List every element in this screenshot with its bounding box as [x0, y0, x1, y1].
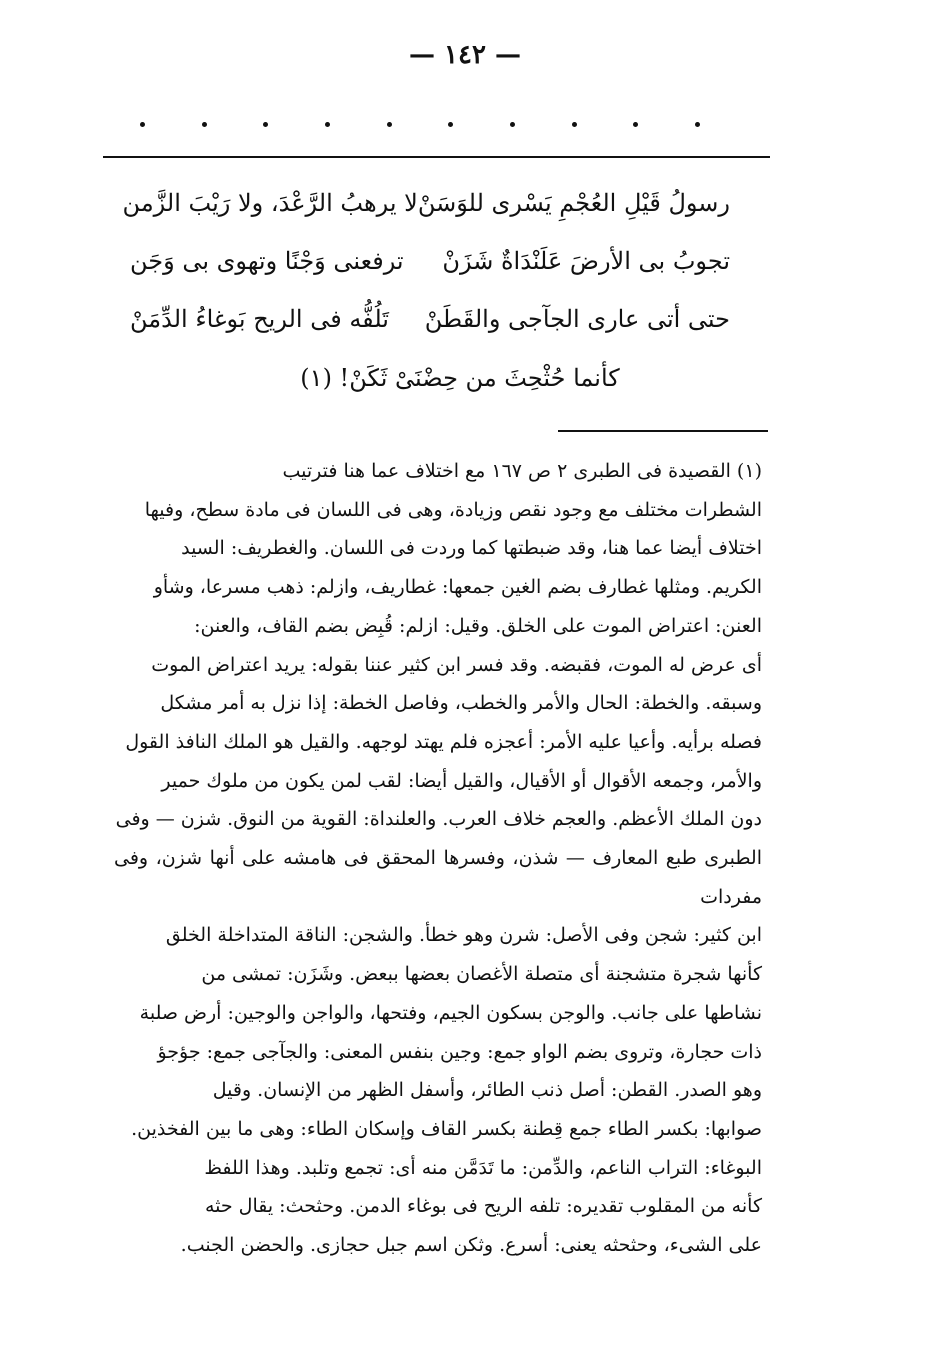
- footnote-line: على الشىء، وحثحثه يعنى: أسرع. وثكن اسم جبل حجازى. والحضن الجنب.: [180, 1234, 762, 1257]
- verse-line: [130, 238, 730, 284]
- verse-first-hemistich: رسولُ قَيْلِ العُجْمِ يَسْرى للوَسَنْ: [417, 189, 730, 217]
- footnote-line: وهو الصدر. القطن: أصل ذنب الطائر، وأسفل الظهر من الإنسان. وقيل: [212, 1079, 762, 1102]
- footnote-line: الشطرات مختلف مع وجود نقص وزيادة، وهى فى اللسان فى مادة سطح، وفيها: [144, 498, 762, 521]
- page-number: — ١٤٢ —: [408, 40, 522, 70]
- footnote-line: العنن: اعتراض الموت على الخلق. وقيل: ازلم: قُبِض بضم القاف، والعنن:: [194, 614, 762, 637]
- footnote-line: ابن كثير: شجن وفى الأصل: شرن وهو خطأ. والشجن: الناقة المتداخلة الخلق: [165, 924, 762, 947]
- verse-closing-line: كأنما حُثْحِثَ من حِضْنَىْ ثَكَنْ! (١): [300, 364, 620, 392]
- footnote-line: فصله برأيه. وأعيا عليه الأمر: أعجزه فلم يهتد لوجهه. والقيل هو الملك النافذ القول: [125, 730, 762, 753]
- footnote-line: كأنه من المقلوب تقديره: تلفه الريح فى بوغاء الدمن. وحثحث: يقال حثه: [204, 1195, 762, 1218]
- verse-first-hemistich: تجوبُ بى الأرضَ عَلَنْدَاةٌ شَزَنْ: [442, 247, 730, 275]
- top-rule: [103, 156, 770, 158]
- separator-dot: [633, 122, 638, 127]
- footnote-line: وسبقه. والخطة: الحال والأمر والخطب، وفاصل الخطة: إذا نزل به أمر مشكل: [160, 692, 762, 715]
- footnote-line: صوابها: بكسر الطاء جمع قِطنة بكسر القاف وإسكان الطاء: وهى ما بين الفخذين.: [131, 1117, 762, 1140]
- footnote-line: الطبرى طبع المعارف — شذن، وفسرها المحقق فى هامشه على أنها شزن، وفى مفردات: [114, 847, 762, 908]
- footnote-rule: [558, 430, 768, 432]
- footnote-line: البوغاء: التراب الناعم، والدِّمن: ما تَدَمَّن منه أى: تجمع وتلبد. وهذا اللفظ: [204, 1156, 762, 1179]
- separator-dot: [695, 122, 700, 127]
- footnote-line: أى عرض له الموت، فقبضه. وقد فسر ابن كثير عننا بقوله: يريد اعتراض الموت: [151, 653, 762, 676]
- footnote-line: ذات حجارة، وتروى بضم الواو جمع: وجين بنفس المعنى: والجآجى جمع: جؤجؤ: [157, 1040, 762, 1063]
- separator-dot: [387, 122, 392, 127]
- separator-dot: [202, 122, 207, 127]
- verse-second-hemistich: لا يرهبُ الرَّعْدَ، ولا رَيْبَ الزَّمن: [122, 189, 418, 217]
- verse-first-hemistich: حتى أتى عارى الجآجى والقَطَنْ: [424, 305, 730, 333]
- footnote-line: (١) القصيدة فى الطبرى ٢ ص ١٦٧ مع اختلاف عما هنا فترتيب: [282, 460, 762, 482]
- footnote-line: دون الملك الأعظم. والعجم خلاف العرب. والعلنداة: القوية من النوق. شزن — وفى: [115, 808, 762, 831]
- footnote-line: والأمر، وجمعه الأقوال أو الأقيال، والقيل أيضا: لقب لمن يكون من ملوك حمير: [161, 769, 762, 792]
- separator-dot: [140, 122, 145, 127]
- separator-dot: [325, 122, 330, 127]
- footnote-line: كأنها شجرة متشجنة أى متصلة الأغصان بعضها ببعض. وشَزَن: تمشى من: [201, 963, 762, 986]
- verse-line: [130, 296, 730, 342]
- footnote: [114, 452, 762, 1265]
- verse-second-hemistich: تَلُفُّه فى الريح بَوغاءُ الدِّمَنْ: [130, 305, 389, 333]
- separator-dot: [448, 122, 453, 127]
- separator-dot: [263, 122, 268, 127]
- separator-dot: [510, 122, 515, 127]
- verse-second-hemistich: ترفعنى وَجْنًا وتهوى بى وَجَن: [130, 247, 404, 275]
- separator-dot: [572, 122, 577, 127]
- footnote-line: نشاطها على جانب. والوجن بسكون الجيم، وفتحها، والواجن والوجين: أرض صلبة: [139, 1001, 762, 1024]
- dot-separator: [140, 122, 700, 127]
- footnote-line: اختلاف أيضا عما هنا، وقد ضبطتها كما وردت فى اللسان. والغطريف: السيد: [181, 537, 762, 560]
- footnote-line: الكريم. ومثلها غطارف بضم الغين جمعها: غطاريف، وازلم: ذهب مسرعا، وشأو: [153, 576, 762, 599]
- verse-line: [122, 180, 730, 226]
